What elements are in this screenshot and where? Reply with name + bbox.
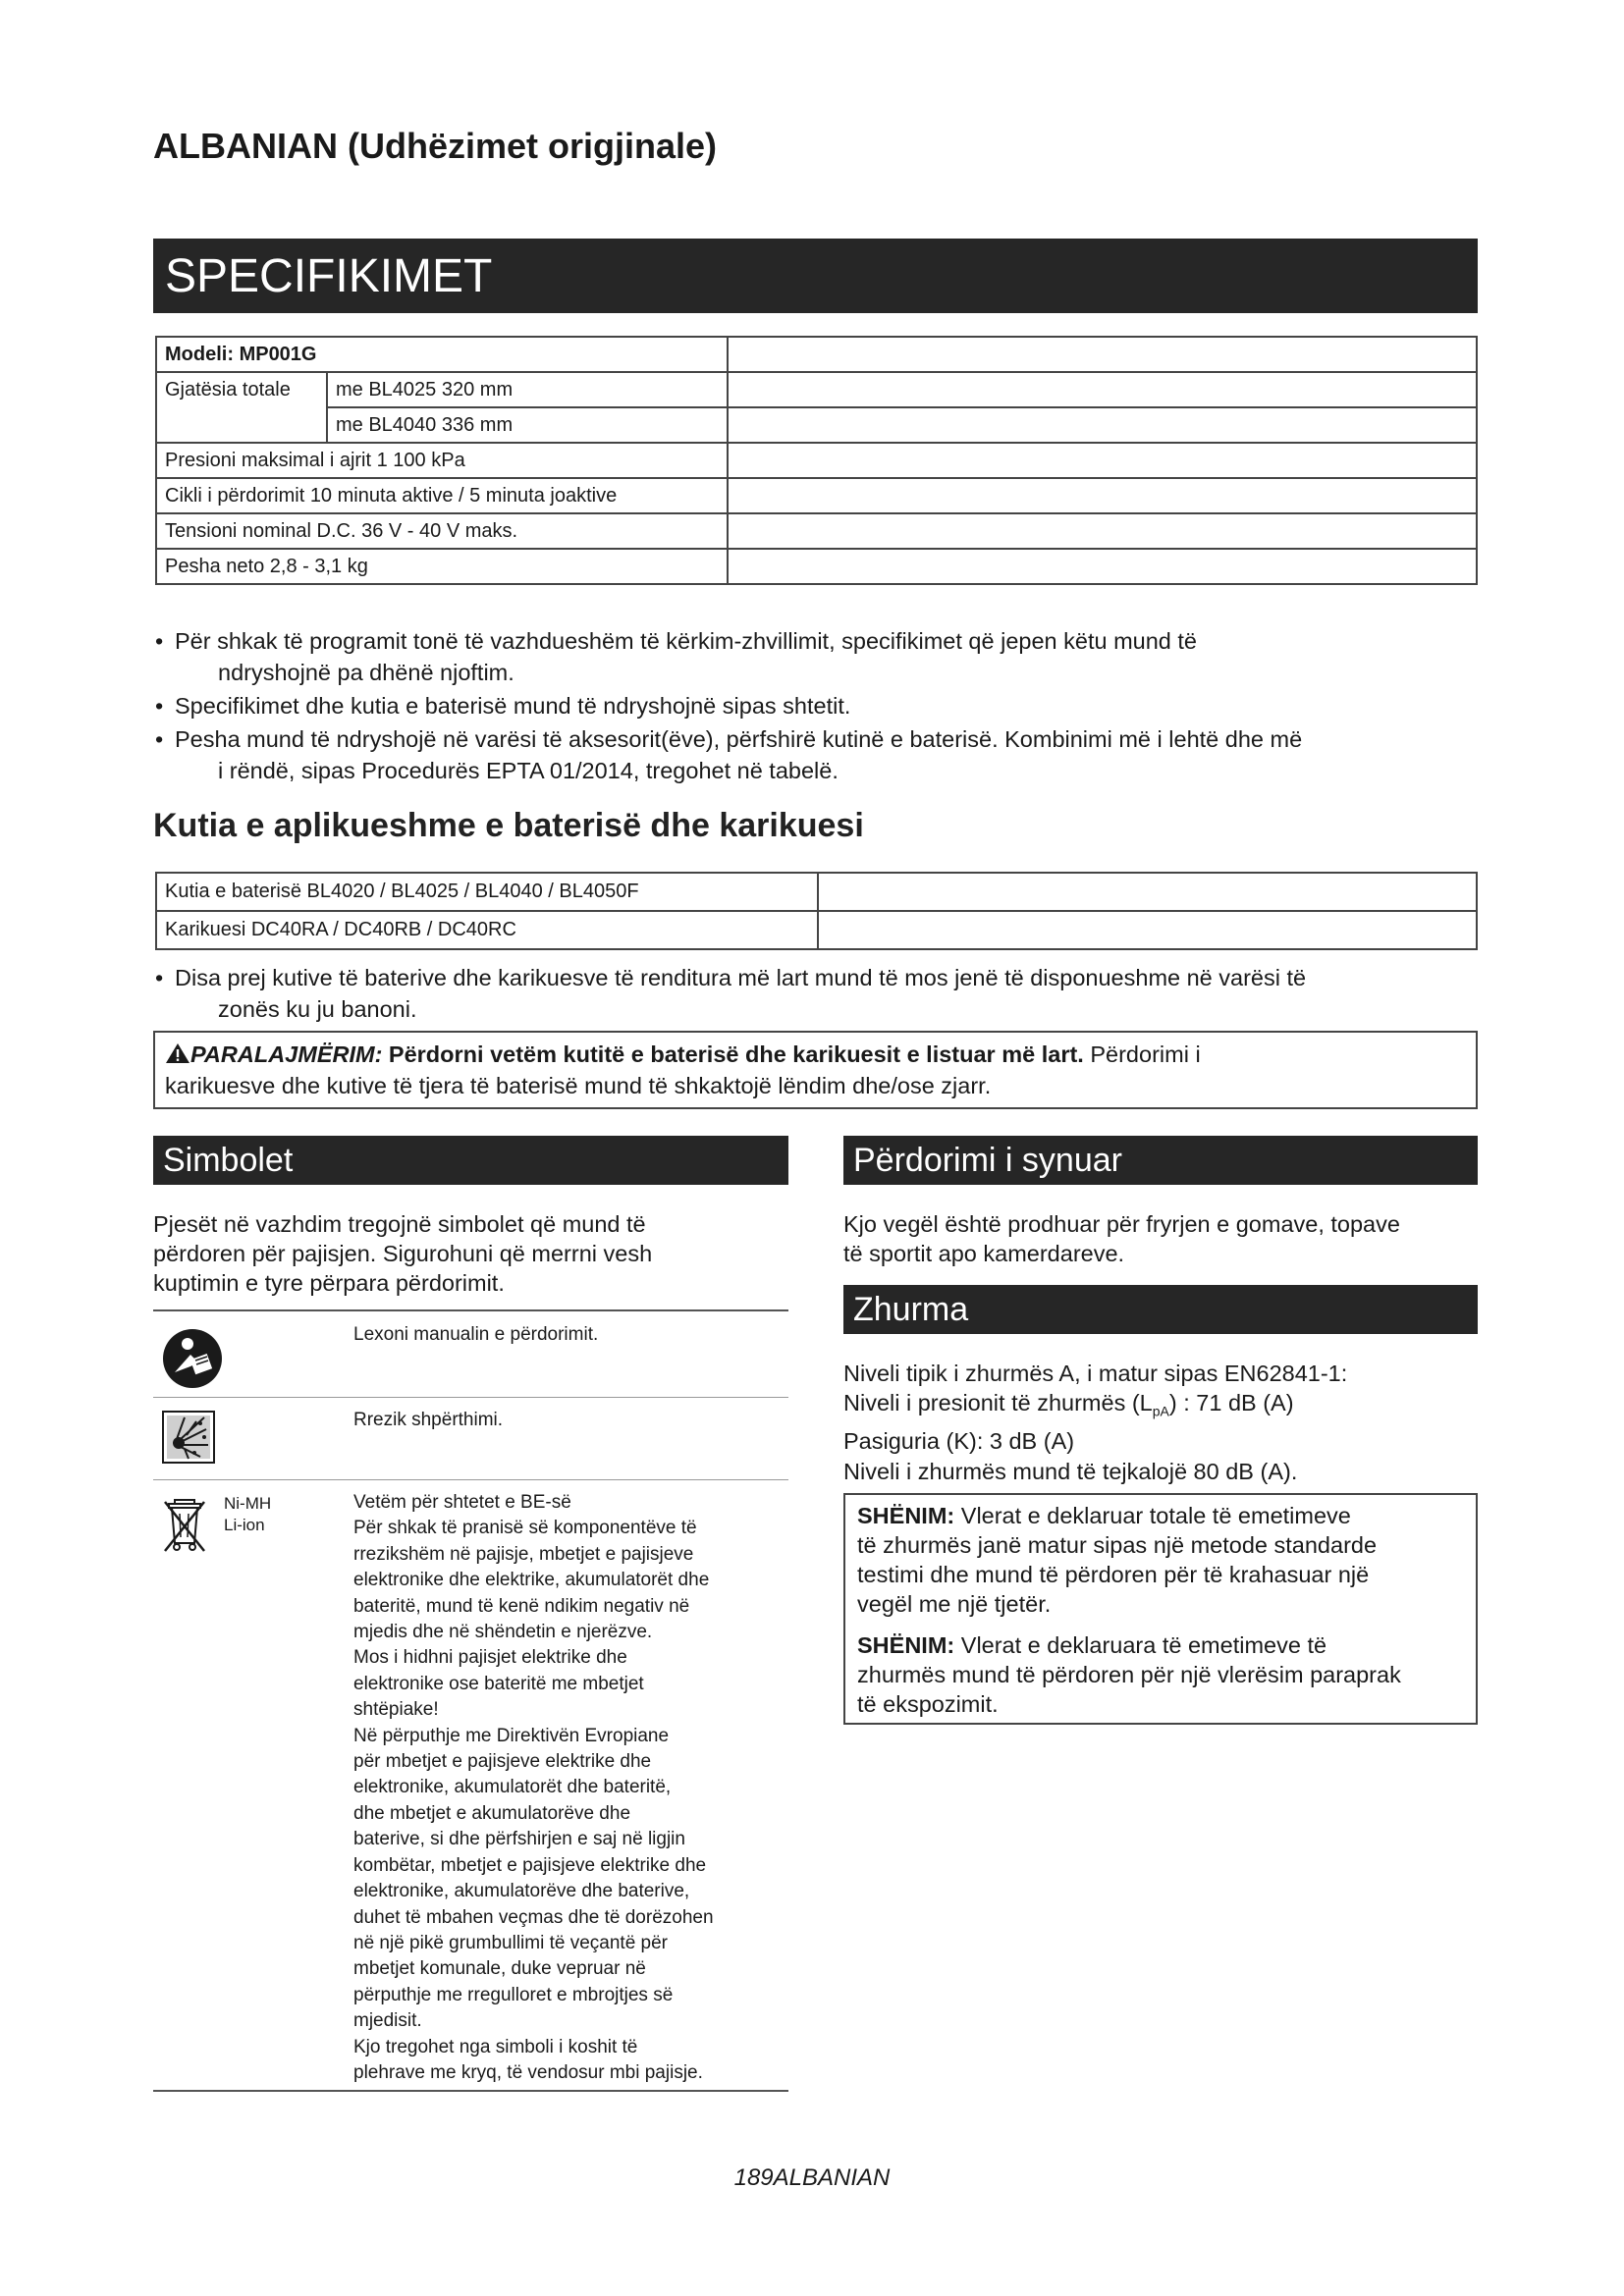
bullet-icon: • [155,628,164,654]
spec-value: 336 mm [441,413,514,436]
divider [153,2090,788,2092]
noise-limit-text: Niveli i zhurmës mund të tejkalojë 80 dB (A). [843,1459,1298,1484]
ni-mh-label: Ni-MH [224,1494,272,1513]
warning-text-line2: karikuesve dhe kutive të tjera të baterisë mund të shkaktojë lëndim dhe/ose zjarr. [165,1073,992,1098]
noise-notes-box [843,1493,1478,1725]
charger-label: Karikuesi [165,919,246,940]
spec-label: Gjatësia totale [156,372,327,443]
spec-label: Cikli i përdorimit [165,484,305,507]
spec-label: Modeli: [165,343,234,365]
note-label: SHËNIM: [857,1503,955,1528]
symbol-description: Lexoni manualin e përdorimit. [353,1324,599,1345]
bullet-icon: • [155,726,164,752]
spec-label: Presioni maksimal i ajrit [165,449,372,471]
list-item: • Disa prej kutive të baterive dhe karikuesve të renditura më lart mund të mos jenë të disponueshme në varësi të zonës ku ju banoni. [155,962,1471,1025]
section-heading-battery-charger: Kutia e aplikueshme e baterisë dhe karikuesi [153,807,864,844]
section-heading-specifications: SPECIFIKIMET [153,239,1478,313]
footer-language: ALBANIAN [773,2164,891,2191]
bullet-icon: • [155,693,164,719]
spec-sublabel: me BL4025 [336,378,437,400]
warning-triangle-icon [165,1042,190,1064]
table-row [156,372,1477,407]
table-row [156,407,1477,443]
note: SHËNIM: Vlerat e deklaruar totale të emetimeve të zhurmës janë matur sipas një metode standarde testimi dhe mund të përdoren për të krahasuar një vegël me një tjetër. [857,1503,1378,1617]
spec-value: 320 mm [441,378,514,400]
spec-label: Tensioni nominal [165,519,311,542]
battery-label: Kutia e baterisë [165,881,301,902]
table-row [156,337,1477,372]
spec-value: 10 minuta aktive / 5 minuta joaktive [309,484,618,507]
document-title: ALBANIAN (Udhëzimet origjinale) [153,126,718,166]
specification-notes [155,625,1471,788]
table-row [156,549,1477,584]
note: SHËNIM: Vlerat e deklaruara të emetimeve të zhurmës mund të përdoren për një vlerësim paraprak të ekspozimit. [857,1632,1401,1717]
divider [153,1309,788,1311]
warning-bold-text: Përdorni vetëm kutitë e baterisë dhe karikuesit e listuar më lart. [388,1041,1084,1067]
warning-text: Përdorimi i [1090,1041,1201,1067]
table-row [156,873,1477,911]
warning-label: PARALAJMËRIM: [190,1041,383,1067]
battery-note [155,962,1471,1027]
bullet-icon: • [155,965,164,990]
intended-use-text: Kjo vegël është prodhuar për fryrjen e gomave, topave të sportit apo kamerdareve. [843,1211,1400,1266]
charger-value: DC40RA / DC40RB / DC40RC [250,919,516,940]
spec-value: 1 100 kPa [376,449,465,471]
list-item: • Specifikimet dhe kutia e baterisë mund të ndryshojnë sipas shtetit. [155,690,1471,721]
specifications-table [155,336,1478,585]
divider [153,1479,788,1480]
spec-sublabel: me BL4040 [336,413,437,436]
section-heading-intended-use: Përdorimi i synuar [843,1136,1478,1185]
note-label: SHËNIM: [857,1632,955,1658]
battery-value: BL4020 / BL4025 / BL4040 / BL4050F [306,881,639,902]
spec-label: Pesha neto [165,555,265,577]
section-heading-noise: Zhurma [843,1285,1478,1334]
symbols-intro: Pjesët në vazhdim tregojnë simbolet që mund të përdoren për pajisjen. Sigurohuni që merrni vesh kuptimin e tyre përpara përdorimit. [153,1211,653,1296]
table-row [156,911,1477,949]
table-row [156,478,1477,513]
weee-description: Vetëm për shtetet e BE-së Për shkak të pranisë së komponentëve të rrezikshëm në pajisje, mbetjet e pajisjeve elektronike dhe elektrike, akumulatorët dhe bateritë, mund të kenë ndikim negativ në mjedis dhe në shëndetin e njerëzve. Mos i hidhni pajisjet elektrike dhe elektronike ose bateritë me mbetjet shtëpiake! Në përputhje me Direktivën Evropiane për mbetjet e pajisjeve elektrike dhe elektronike, akumulatorët dhe bateritë, dhe mbetjet e akumulatorëve dhe baterive, si dhe përfshirjen e saj në ligjin kombëtar, mbetjet e pajisjeve elektrike dhe elektronike, akumulatorëve dhe baterive, duhet të mbahen veçmas dhe të dorëzohen në një pikë grumbullimi të veçantë për mbetjet komunale, duke vepruar në përputhje me rregulloret e mbrojtjes së mjedisit. Kjo tregohet nga simboli i koshit të plehrave me kryq, të vendosur mbi pajisje. [353,1492,714,2083]
page-number: 189 [733,2164,774,2191]
table-row [156,443,1477,478]
li-ion-label: Li-ion [224,1516,265,1534]
list-item: • Për shkak të programit tonë të vazhdueshëm të kërkim-zhvillimit, specifikimet që jepen këtu mund të ndryshojnë pa dhënë njoftim. [155,625,1471,688]
section-heading-symbols: Simbolet [153,1136,788,1185]
explosion-hazard-icon [161,1410,216,1465]
warning-box [153,1031,1478,1109]
crossed-bin-icon [161,1496,208,1555]
spec-value: 2,8 - 3,1 kg [269,555,368,577]
list-item: • Pesha mund të ndryshojë në varësi të aksesorit(ëve), përfshirë kutinë e baterisë. Kombinimi më i lehtë dhe më i rëndë, sipas Procedurës EPTA 01/2014, tregohet në tabelë. [155,723,1471,786]
symbol-description: Rrezik shpërthimi. [353,1410,504,1430]
spec-value: D.C. 36 V - 40 V maks. [316,519,518,542]
divider [153,1397,788,1398]
noise-text: Niveli tipik i zhurmës A, i matur sipas EN62841-1: Niveli i presionit të zhurmës $(L_{pA})$ : 71 dB (A) Pasiguria (K): 3 dB (A) [843,1361,1348,1454]
page-footer [0,2164,1624,2192]
battery-type-labels [224,1493,271,1536]
spec-value: MP001G [239,343,317,365]
read-manual-icon [161,1327,224,1390]
table-row [156,513,1477,549]
battery-charger-table [155,872,1478,950]
